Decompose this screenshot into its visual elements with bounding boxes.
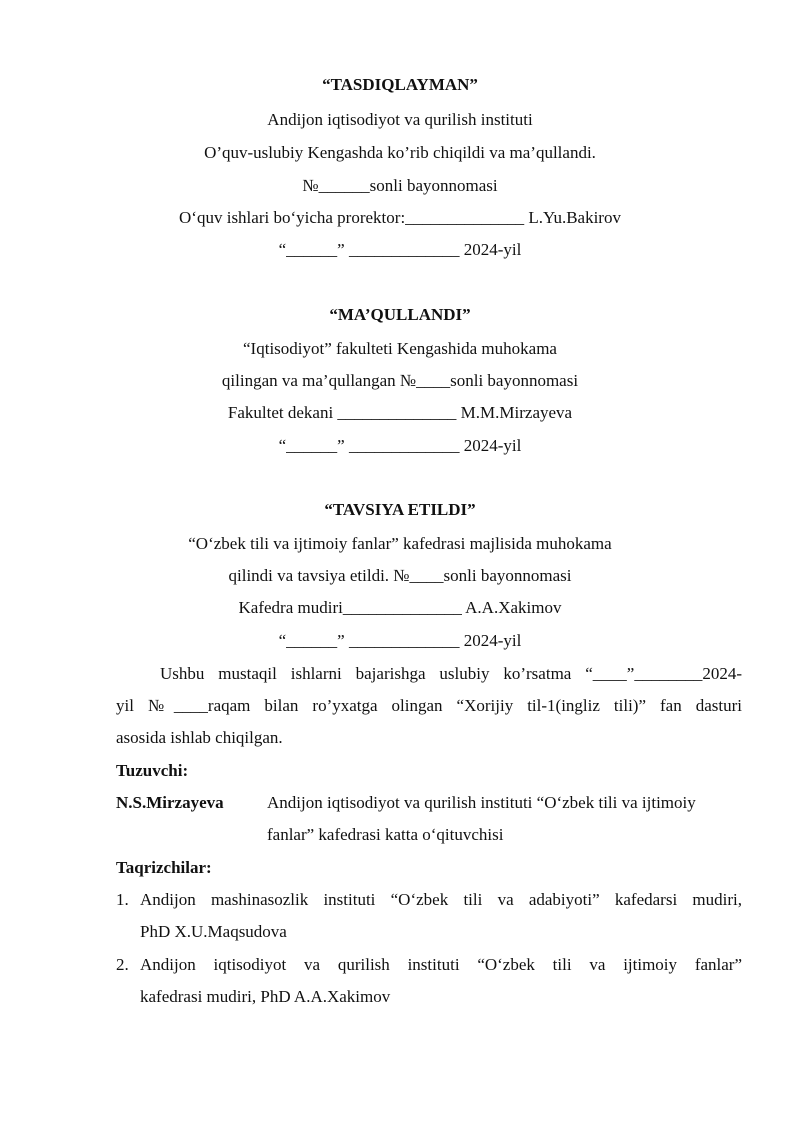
- reviewer-text: Andijon mashinasozlik instituti “O‘zbek tili va adabiyoti” kafedarsi mudiri,: [140, 890, 742, 909]
- reviewer-item: [140, 954, 742, 976]
- approval-date-line: “______” _____________ 2024-yil: [278, 240, 522, 259]
- recommended-heading: “TAVSIYA ETILDI”: [324, 500, 476, 519]
- intro-text: yil №____raqam bilan ro’yxatga olingan “Xorijiy til-1(ingliz tili)” fan dasturi: [116, 696, 742, 715]
- intro-paragraph-line1: [160, 663, 742, 685]
- intro-text: Ushbu mustaqil ishlarni bajarishga uslubiy ko’rsatma “____”________2024-: [160, 664, 742, 683]
- recommended-date-line: “______” _____________ 2024-yil: [278, 631, 522, 650]
- author-description: Andijon iqtisodiyot va qurilish instituti “O‘zbek tili va ijtimoiy: [267, 793, 696, 812]
- author-name: N.S.Mirzayeva: [116, 793, 224, 812]
- recommended-line: Kafedra mudiri______________ A.A.Xakimov: [238, 598, 562, 617]
- reviewers-label: Taqrizchilar:: [116, 858, 212, 877]
- reviewer-text: PhD X.U.Maqsudova: [140, 922, 287, 941]
- endorsed-date-line: “______” _____________ 2024-yil: [278, 436, 522, 455]
- endorsed-line: Fakultet dekani ______________ M.M.Mirzayeva: [227, 403, 573, 422]
- recommended-line: “O‘zbek tili va ijtimoiy fanlar” kafedrasi majlisida muhokama: [188, 534, 612, 553]
- approval-line: O’quv-uslubiy Kengashda ko’rib chiqildi va ma’qullandi.: [204, 143, 596, 162]
- author-description: fanlar” kafedrasi katta o‘qituvchisi: [267, 825, 504, 844]
- endorsed-line: “Iqtisodiyot” fakulteti Kengashida muhokama: [243, 339, 557, 358]
- intro-paragraph-line3: asosida ishlab chiqilgan.: [116, 728, 283, 747]
- reviewer-text: kafedrasi mudiri, PhD A.A.Xakimov: [140, 987, 391, 1006]
- reviewer-text: Andijon iqtisodiyot va qurilish instituti “O‘zbek tili va ijtimoiy fanlar”: [140, 955, 742, 974]
- reviewer-number: 1.: [116, 890, 129, 909]
- endorsed-line: qilingan va ma’qullangan №____sonli bayonnomasi: [221, 371, 579, 390]
- approval-line: Andijon iqtisodiyot va qurilish instituti: [267, 110, 533, 129]
- approval-line: №______sonli bayonnomasi: [302, 176, 498, 195]
- author-label: Tuzuvchi:: [116, 761, 189, 780]
- reviewer-number: 2.: [116, 955, 129, 974]
- recommended-line: qilindi va tavsiya etildi. №____sonli bayonnomasi: [228, 566, 572, 585]
- approval-heading: “TASDIQLAYMAN”: [322, 75, 478, 94]
- endorsed-heading: “MA’QULLANDI”: [329, 305, 471, 324]
- intro-paragraph-line2: [116, 695, 742, 717]
- reviewer-item: [140, 889, 742, 911]
- approval-line: O‘quv ishlari bo‘yicha prorektor:______________ L.Yu.Bakirov: [179, 208, 621, 227]
